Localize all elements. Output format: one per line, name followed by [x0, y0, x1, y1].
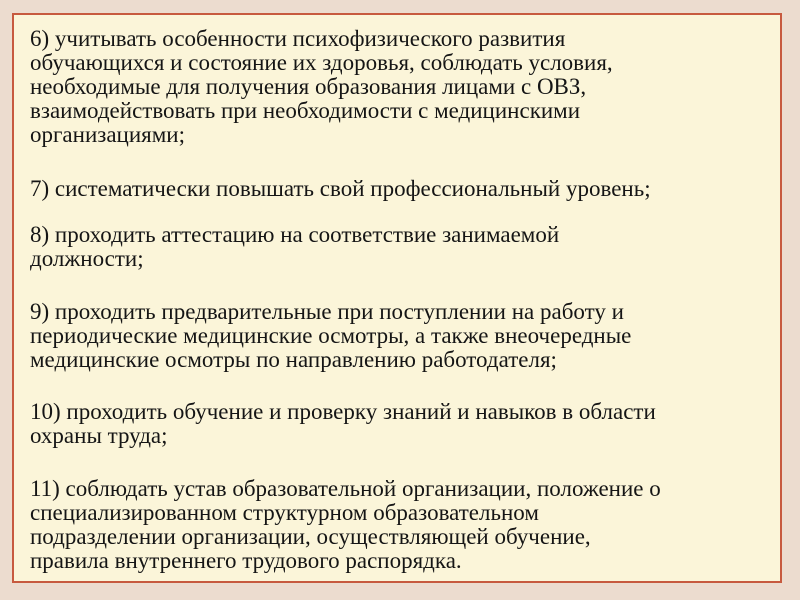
duty-item-8-line-1: 8) проходить аттестацию на соответствие занимаемой	[30, 222, 560, 247]
duty-item-6-line-1: 6) учитывать особенности психофизического развития	[30, 26, 566, 51]
duty-item-6-line-5: организациями;	[30, 122, 186, 147]
duty-item-10-line-2: охраны труда;	[30, 423, 168, 448]
duty-item-9-line-1: 9) проходить предварительные при поступлении на работу и	[30, 299, 624, 324]
duty-item-9-line-3: медицинские осмотры по направлению работодателя;	[30, 347, 557, 372]
duty-item-11	[30, 477, 770, 573]
duty-item-10	[30, 400, 770, 448]
duty-item-11-line-3: подразделении организации, осуществляющей обучение,	[30, 524, 591, 549]
duty-item-8-line-2: должности;	[30, 246, 144, 271]
duties-list	[14, 15, 780, 581]
duty-item-8	[30, 223, 770, 271]
text-panel	[12, 13, 782, 583]
duty-item-7-line-1: 7) систематически повышать свой профессиональный уровень;	[30, 176, 651, 201]
duty-item-7	[30, 177, 770, 201]
duty-item-6-line-3: необходимые для получения образования лицами с ОВЗ,	[30, 74, 587, 99]
duty-item-11-line-1: 11) соблюдать устав образовательной организации, положение о	[30, 476, 661, 501]
duty-item-11-line-4: правила внутреннего трудового распорядка.	[30, 548, 462, 573]
duty-item-6-line-2: обучающихся и состояние их здоровья, соблюдать условия,	[30, 50, 613, 75]
duty-item-6-line-4: взаимодействовать при необходимости с медицинскими	[30, 98, 581, 123]
duty-item-11-line-2: специализированном структурном образовательном	[30, 500, 539, 525]
duty-item-10-line-1: 10) проходить обучение и проверку знаний и навыков в области	[30, 399, 656, 424]
duty-item-9	[30, 300, 770, 372]
duty-item-6	[30, 27, 770, 147]
duty-item-9-line-2: периодические медицинские осмотры, а также внеочередные	[30, 323, 632, 348]
